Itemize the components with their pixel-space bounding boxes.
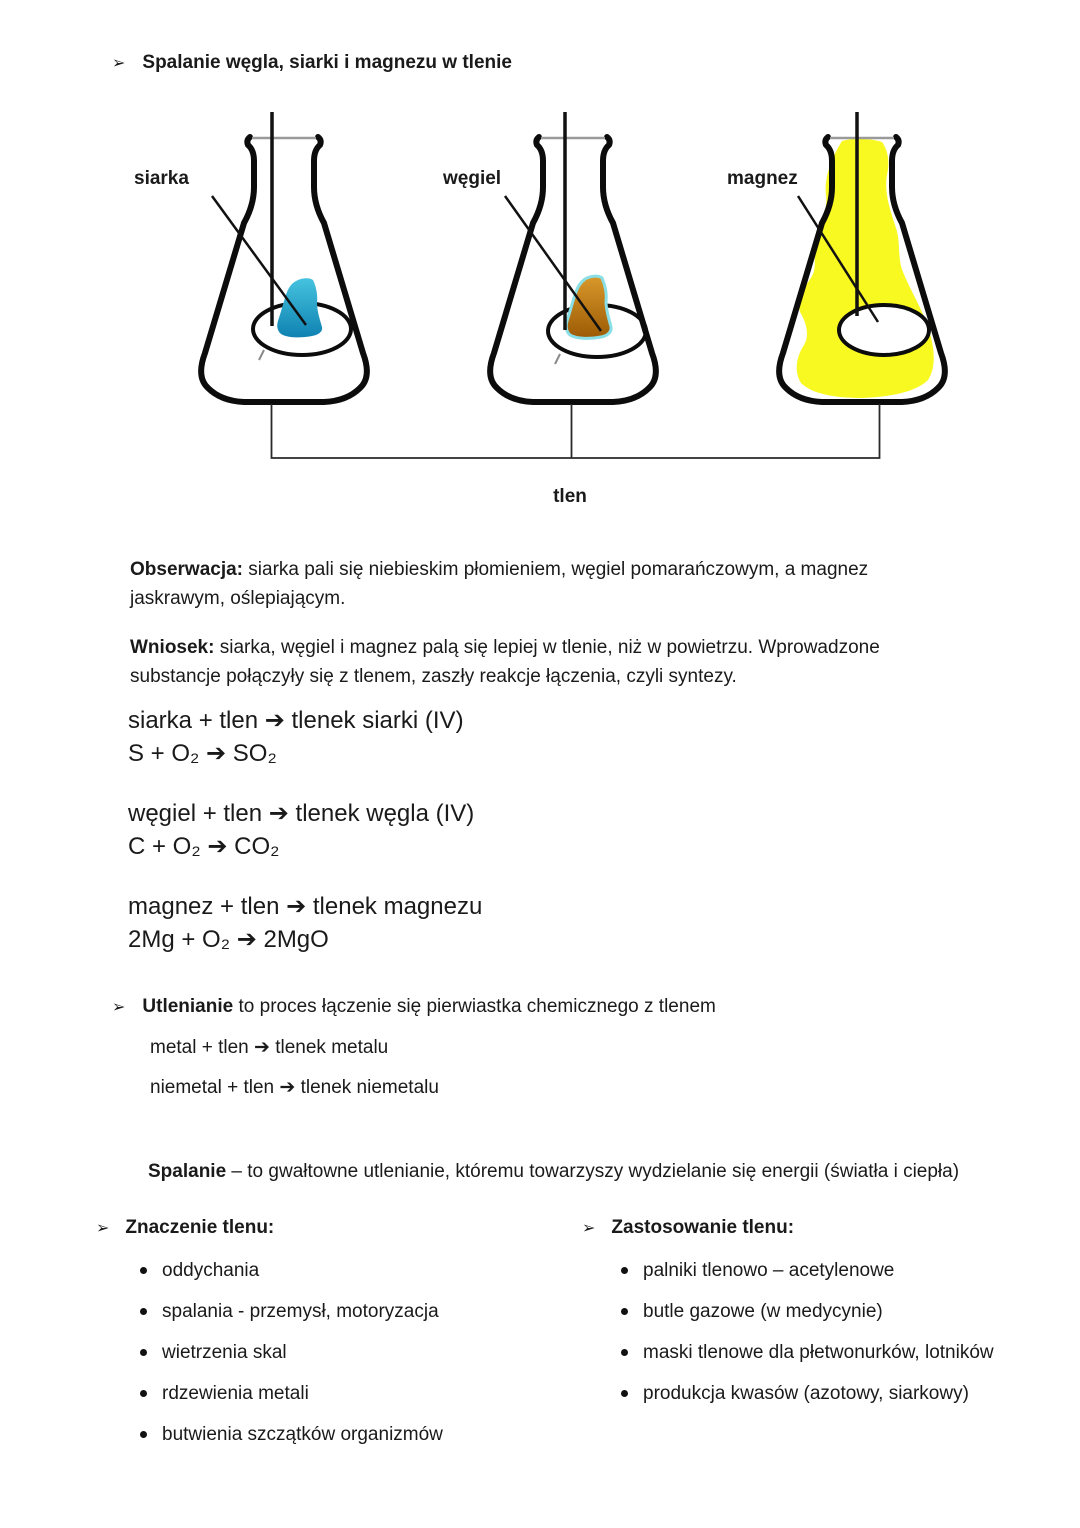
list-item xyxy=(140,1420,443,1449)
list-item-text: wietrzenia skal xyxy=(162,1342,287,1363)
list-item xyxy=(140,1297,443,1326)
scan-mark xyxy=(259,350,264,360)
list-item-text: oddychania xyxy=(162,1260,260,1281)
oxidation-text-line xyxy=(142,996,715,1018)
column-header-znaczenie xyxy=(96,1217,274,1239)
scan-mark xyxy=(555,354,560,364)
bullet-icon xyxy=(140,1267,147,1274)
list-item xyxy=(621,1379,994,1408)
bullet-icon xyxy=(621,1390,628,1397)
bullet-icon xyxy=(621,1308,628,1315)
oxygen-connector-line xyxy=(272,404,880,458)
list-item xyxy=(621,1338,994,1367)
equation-symbol: C + O₂ ➔ CO₂ xyxy=(128,833,280,860)
equation-symbol: S + O₂ ➔ SO₂ xyxy=(128,740,277,767)
observation-paragraph xyxy=(130,555,930,613)
bullet-icon xyxy=(140,1431,147,1438)
observation-label: Obserwacja: xyxy=(130,559,243,580)
combustion-term: Spalanie xyxy=(148,1161,227,1182)
list-item-text: produkcja kwasów (azotowy, siarkowy) xyxy=(643,1383,969,1404)
equation-word: magnez + tlen ➔ tlenek magnezu xyxy=(128,893,483,920)
oxidation-term: Utlenianie xyxy=(142,996,234,1017)
list-item-text: butle gazowe (w medycynie) xyxy=(643,1301,883,1322)
znaczenie-list xyxy=(140,1256,443,1461)
column-title: Zastosowanie tlenu: xyxy=(611,1217,795,1238)
arrow-bullet-icon: ➢ xyxy=(112,999,126,1016)
siarka-substance-shape xyxy=(277,278,322,337)
conclusion-paragraph xyxy=(130,633,950,691)
flask-siarka-outline xyxy=(201,137,367,402)
list-item xyxy=(140,1256,443,1285)
equation-symbol: 2Mg + O₂ ➔ 2MgO xyxy=(128,926,329,953)
flask-label-wegiel: węgiel xyxy=(443,168,502,189)
list-item-text: rdzewienia metali xyxy=(162,1383,309,1404)
equation-group-siarka xyxy=(128,704,464,770)
flask-label-magnez: magnez xyxy=(727,168,798,189)
arrow-bullet-icon: ➢ xyxy=(112,55,126,72)
combustion-text: – to gwałtowne utlenianie, któremu towarzyszy wydzielanie się energii (światła i ciepła) xyxy=(226,1161,960,1182)
flask-wegiel-outline xyxy=(490,137,656,402)
list-item xyxy=(621,1256,994,1285)
list-item xyxy=(140,1338,443,1367)
conclusion-text: siarka, węgiel i magnez palą się lepiej w tlenie, niż w powietrzu. Wprowadzone substancje połączyły się z tlenem, zaszły reakcje łączenia, czyli syntezy. xyxy=(130,637,880,687)
bullet-icon xyxy=(621,1267,628,1274)
list-item-text: spalania - przemysł, motoryzacja xyxy=(162,1301,439,1322)
observation-text: siarka pali się niebieskim płomieniem, węgiel pomarańczowym, a magnez jaskrawym, oślepiającym. xyxy=(130,559,869,609)
experiment-diagram xyxy=(0,0,1080,530)
list-item xyxy=(621,1297,994,1326)
list-item-text: maski tlenowe dla płetwonurków, lotników xyxy=(643,1342,994,1363)
oxygen-label: tlen xyxy=(553,486,587,507)
siarka-pointer-line xyxy=(212,196,306,325)
combustion-definition xyxy=(148,1157,1058,1186)
oxidation-scheme-niemetal: niemetal + tlen ➔ tlenek niemetalu xyxy=(150,1077,439,1098)
arrow-bullet-icon: ➢ xyxy=(582,1220,596,1237)
list-item xyxy=(140,1379,443,1408)
oxidation-text: to proces łączenie się pierwiastka chemicznego z tlenem xyxy=(233,996,716,1017)
bullet-icon xyxy=(140,1308,147,1315)
bullet-icon xyxy=(140,1349,147,1356)
wegiel-substance-shape xyxy=(566,276,611,338)
equation-word: węgiel + tlen ➔ tlenek węgla (IV) xyxy=(128,800,475,827)
equation-group-magnez xyxy=(128,890,482,956)
flask-label-siarka: siarka xyxy=(134,168,189,189)
list-item-text: butwienia szczątków organizmów xyxy=(162,1424,443,1445)
list-item-text: palniki tlenowo – acetylenowe xyxy=(643,1260,895,1281)
equation-word: siarka + tlen ➔ tlenek siarki (IV) xyxy=(128,707,464,734)
conclusion-label: Wniosek: xyxy=(130,637,215,658)
oxidation-definition xyxy=(112,996,716,1018)
column-title: Znaczenie tlenu: xyxy=(125,1217,275,1238)
equation-group-wegiel xyxy=(128,797,474,863)
arrow-bullet-icon: ➢ xyxy=(96,1220,110,1237)
zastosowanie-list xyxy=(621,1256,994,1420)
bullet-icon xyxy=(621,1349,628,1356)
column-header-zastosowanie xyxy=(582,1217,794,1239)
section-heading-text: Spalanie węgla, siarki i magnezu w tlenie xyxy=(142,52,512,73)
spoon-ellipse-magnez xyxy=(839,305,929,355)
oxidation-scheme-metal: metal + tlen ➔ tlenek metalu xyxy=(150,1037,389,1058)
bullet-icon xyxy=(140,1390,147,1397)
